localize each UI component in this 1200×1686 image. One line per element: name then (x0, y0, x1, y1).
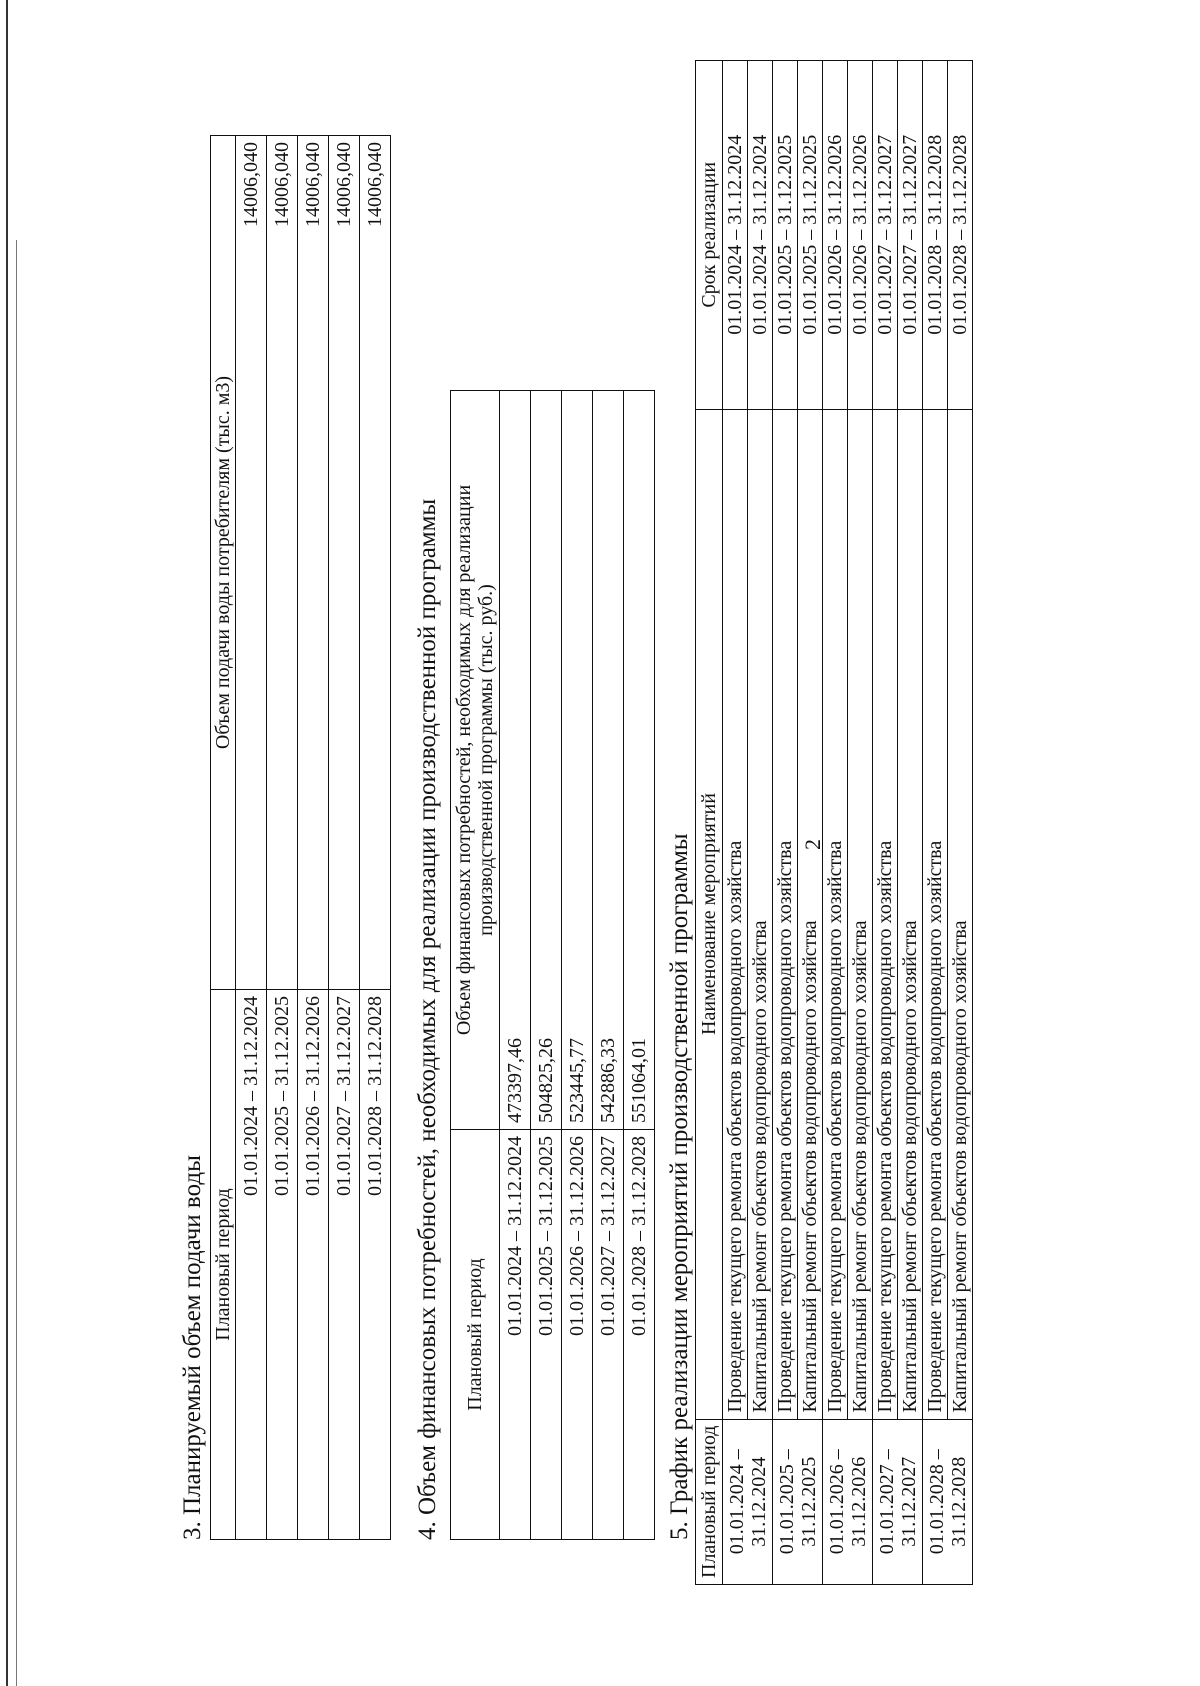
term-cell: 01.01.2028 – 31.12.2028 (923, 61, 948, 410)
table-row (798, 61, 823, 1585)
table-row (298, 136, 329, 1540)
page-number: 2 (800, 839, 825, 850)
table-row (948, 61, 973, 1585)
period-cell: 01.01.2026 – 31.12.2026 (823, 1419, 873, 1584)
value-cell: 542886,33 (593, 391, 624, 1130)
table-row (624, 391, 655, 1540)
table-row (236, 136, 267, 1540)
section5-heading: 5. График реализации мероприятий производственной программы (666, 833, 693, 1540)
table-row (823, 61, 848, 1585)
section3-heading: 3. Планируемый объем подачи воды (179, 1155, 206, 1540)
activity-cell: Проведение текущего ремонта объектов водопроводного хозяйства (923, 409, 948, 1419)
table-row (773, 61, 798, 1585)
value-cell: 504825,26 (531, 391, 562, 1130)
table-row (562, 391, 593, 1540)
column-header: Объем финансовых потребностей, необходимых для реализации производственной программы (тыс. руб.) (451, 391, 500, 1130)
activity-cell: Проведение текущего ремонта объектов водопроводного хозяйства (873, 409, 898, 1419)
table-row (531, 391, 562, 1540)
value-cell: 14006,040 (329, 136, 360, 990)
term-cell: 01.01.2025 – 31.12.2025 (773, 61, 798, 410)
column-header: Плановый период (696, 1419, 723, 1584)
period-cell: 01.01.2028 – 31.12.2028 (624, 1130, 655, 1540)
activity-cell: Проведение текущего ремонта объектов водопроводного хозяйства (773, 409, 798, 1419)
period-cell: 01.01.2024 – 31.12.2024 (236, 990, 267, 1540)
value-cell: 551064,01 (624, 391, 655, 1130)
period-cell: 01.01.2025 – 31.12.2025 (531, 1130, 562, 1540)
water-supply-table (210, 135, 391, 1540)
period-cell: 01.01.2027 – 31.12.2027 (873, 1419, 923, 1584)
section4-heading: 4. Объем финансовых потребностей, необходимых для реализации производственной программы (414, 498, 441, 1540)
activity-cell: Капитальный ремонт объектов водопроводного хозяйства (748, 409, 773, 1419)
column-header: Плановый период (451, 1130, 500, 1540)
rotated-page (70, 40, 1130, 1620)
table-row (848, 61, 873, 1585)
table-header-row (696, 61, 723, 1585)
column-header: Плановый период (211, 990, 236, 1540)
schedule-table (695, 60, 973, 1585)
activity-cell: Капитальный ремонт объектов водопроводного хозяйства (798, 409, 823, 1419)
financial-needs-table (450, 390, 655, 1540)
value-cell: 523445,77 (562, 391, 593, 1130)
table-row (593, 391, 624, 1540)
table-row (360, 136, 391, 1540)
period-cell: 01.01.2024 – 31.12.2024 (723, 1419, 773, 1584)
activity-cell: Капитальный ремонт объектов водопроводного хозяйства (948, 409, 973, 1419)
table-row (500, 391, 531, 1540)
term-cell: 01.01.2024 – 31.12.2024 (748, 61, 773, 410)
period-cell: 01.01.2028 – 31.12.2028 (360, 990, 391, 1540)
table-row (748, 61, 773, 1585)
period-cell: 01.01.2026 – 31.12.2026 (562, 1130, 593, 1540)
period-cell: 01.01.2027 – 31.12.2027 (329, 990, 360, 1540)
value-cell: 14006,040 (298, 136, 329, 990)
table-header-row (211, 136, 236, 1540)
term-cell: 01.01.2026 – 31.12.2026 (848, 61, 873, 410)
period-cell: 01.01.2024 – 31.12.2024 (500, 1130, 531, 1540)
table-header-row (451, 391, 500, 1540)
column-header: Срок реализации (696, 61, 723, 410)
period-cell: 01.01.2025 – 31.12.2025 (267, 990, 298, 1540)
scan-edge-line-inner (16, 240, 17, 1686)
activity-cell: Капитальный ремонт объектов водопроводного хозяйства (848, 409, 873, 1419)
value-cell: 473397,46 (500, 391, 531, 1130)
table-row (267, 136, 298, 1540)
table-row (923, 61, 948, 1585)
term-cell: 01.01.2025 – 31.12.2025 (798, 61, 823, 410)
activity-cell: Проведение текущего ремонта объектов водопроводного хозяйства (723, 409, 748, 1419)
activity-cell: Капитальный ремонт объектов водопроводного хозяйства (898, 409, 923, 1419)
value-cell: 14006,040 (267, 136, 298, 990)
column-header: Наименование мероприятий (696, 409, 723, 1419)
column-header: Объем подачи воды потребителям (тыс. м3) (211, 136, 236, 990)
term-cell: 01.01.2024 – 31.12.2024 (723, 61, 748, 410)
activity-cell: Проведение текущего ремонта объектов водопроводного хозяйства (823, 409, 848, 1419)
period-cell: 01.01.2026 – 31.12.2026 (298, 990, 329, 1540)
term-cell: 01.01.2028 – 31.12.2028 (948, 61, 973, 410)
scan-edge-line (6, 0, 8, 1686)
period-cell: 01.01.2025 – 31.12.2025 (773, 1419, 823, 1584)
table-row (329, 136, 360, 1540)
table-row (873, 61, 898, 1585)
table-row (898, 61, 923, 1585)
value-cell: 14006,040 (236, 136, 267, 990)
term-cell: 01.01.2027 – 31.12.2027 (898, 61, 923, 410)
term-cell: 01.01.2026 – 31.12.2026 (823, 61, 848, 410)
term-cell: 01.01.2027 – 31.12.2027 (873, 61, 898, 410)
period-cell: 01.01.2027 – 31.12.2027 (593, 1130, 624, 1540)
period-cell: 01.01.2028 – 31.12.2028 (923, 1419, 973, 1584)
value-cell: 14006,040 (360, 136, 391, 990)
table-row (723, 61, 748, 1585)
